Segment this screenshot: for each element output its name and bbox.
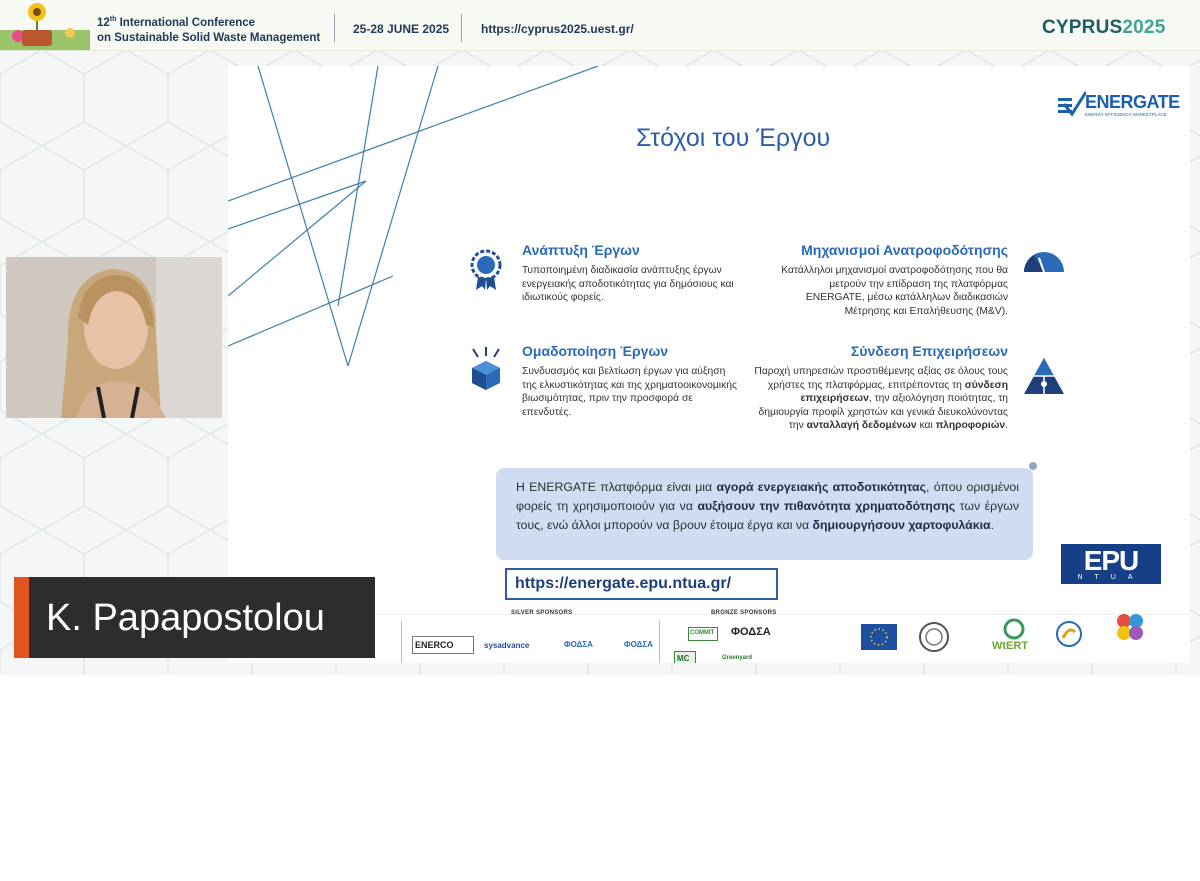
platform-callout (496, 468, 1033, 560)
header-separator (334, 14, 335, 42)
feature-project-development (522, 242, 742, 305)
feature-text: Τυποποιημένη διαδικασία ανάπτυξης έργων ενεργειακής αποδοτικότητας για δημόσιους και ιδιωτικούς φορείς. (522, 265, 734, 303)
speaker-name-plate (14, 577, 375, 658)
sponsor-logo-commit: COMMIT (688, 627, 718, 641)
decorative-lines (228, 66, 628, 386)
conference-url-link[interactable]: https://cyprus2025.uest.gr/ (481, 22, 634, 36)
environment-logo-icon (1055, 620, 1083, 648)
eu-flag-icon (861, 624, 897, 650)
header-separator (461, 14, 462, 42)
gauge-icon (1021, 248, 1067, 274)
feature-title: Σύνδεση Επιχειρήσεων (850, 343, 1008, 359)
callout-curl (1029, 462, 1037, 470)
zero-waste-cyprus-logo-icon (1114, 611, 1146, 645)
sponsor-logo-fodsa: ΦΟΔΣΑ (624, 640, 653, 649)
feature-text: Συνδυασμός και βελτίωση έργων για αύξηση της ελκυστικότητας και της χρηματοοικονομικής βιωσιμότητας, πριν την προσφορά σε επενδυτές. (522, 366, 737, 418)
wtert-logo-text: WtERT (992, 640, 1029, 652)
shared-slide (228, 66, 1190, 663)
sponsor-separator (401, 621, 402, 663)
sponsor-logo-fodsa-bronze: ΦΟΔΣΑ (731, 626, 771, 638)
energate-check-icon (1058, 90, 1086, 118)
sponsor-logo-enerco: ENERCO (412, 636, 474, 654)
energate-logo-text: ENERGATE (1085, 92, 1180, 112)
feature-title: Ανάπτυξη Έργων (522, 242, 640, 258)
conference-dates: 25-28 JUNE 2025 (353, 22, 450, 36)
feature-title: Μηχανισμοί Ανατροφοδότησης (801, 242, 1008, 258)
ntua-seal-icon (918, 621, 950, 653)
sponsor-logo-mc: MC (674, 651, 696, 663)
epu-logo-text: EPU (1083, 545, 1139, 576)
feature-text: Παροχή υπηρεσιών προστιθέμενης αξίας σε όλους τους χρήστες της πλατφόρμας, επιτρέποντας τη σύνδεση επιχειρήσεων, την αξιολόγηση ποιότητας, τη δημιουργία προφίλ χρηστών και γενικά διευκολύνοντας την ανταλλαγή δεδομένων και πληροφοριών. (754, 366, 1008, 431)
epu-logo-subtext: NTUA (1077, 574, 1145, 581)
callout-text: Η ENERGATE πλατφόρμα είναι μια αγορά ενεργειακής αποδοτικότητας, όπου ορισμένοι φορείς τη χρησιμοποιούν για να αυξήσουν την πιθανότητα χρηματοδότησης των έργων τους, ενώ άλλοι μπορούν να βρουν έτοιμα έργα και να δημιουργήσουν χαρτοφυλάκια. (516, 480, 1019, 532)
cube-bundle-icon (467, 347, 505, 391)
name-plate-accent (14, 577, 29, 658)
feature-feedback-mechanisms (748, 242, 1008, 318)
feature-text: Κατάλληλοι μηχανισμοί ανατροφοδότησης που θα μετρούν την επίδραση της πλατφόρμας ENERGATE, μέσω κατάλληλων διαδικασιών Μέτρησης και Επαλήθευσης (M&V). (781, 265, 1008, 317)
epu-ntua-logo (1061, 544, 1161, 584)
bronze-sponsors-label: BRONZE SPONSORS (711, 610, 777, 616)
feature-project-bundling (522, 343, 742, 419)
speaker-video (6, 257, 222, 418)
feature-business-matching (748, 343, 1008, 433)
speaker-video-feed (6, 257, 222, 418)
slide-title: Στόχοι του Έργου (636, 124, 831, 152)
sponsor-logo-fodsa: ΦΟΔΣΑ (564, 640, 593, 649)
cyprus-2025-brand: CYPRUS2025 (1042, 17, 1166, 38)
speaker-name: K. Papapostolou (46, 597, 325, 639)
energate-logo-subtext: ENERGY EFFICIENCY MARKETPLACE (1085, 112, 1167, 117)
energate-link-box[interactable] (505, 568, 778, 600)
conference-title: 12th International Conference on Sustainable Solid Waste Management (97, 16, 321, 44)
feature-title: Ομαδοποίηση Έργων (522, 343, 669, 359)
sponsor-separator (659, 621, 660, 663)
sponsor-logo-sysadvance: sysadvance (484, 641, 530, 650)
sunflower-logo (0, 0, 90, 50)
sponsor-logo-greenyard: Greenyard (722, 655, 753, 661)
conference-header (0, 0, 1200, 51)
energate-logo (1058, 90, 1180, 120)
energate-link[interactable]: https://energate.epu.ntua.gr/ (515, 575, 732, 592)
wtert-logo-icon (1003, 618, 1025, 640)
puzzle-pyramid-icon (1022, 356, 1066, 396)
silver-sponsors-label: SILVER SPONSORS (511, 610, 573, 616)
award-badge-icon (468, 249, 504, 291)
